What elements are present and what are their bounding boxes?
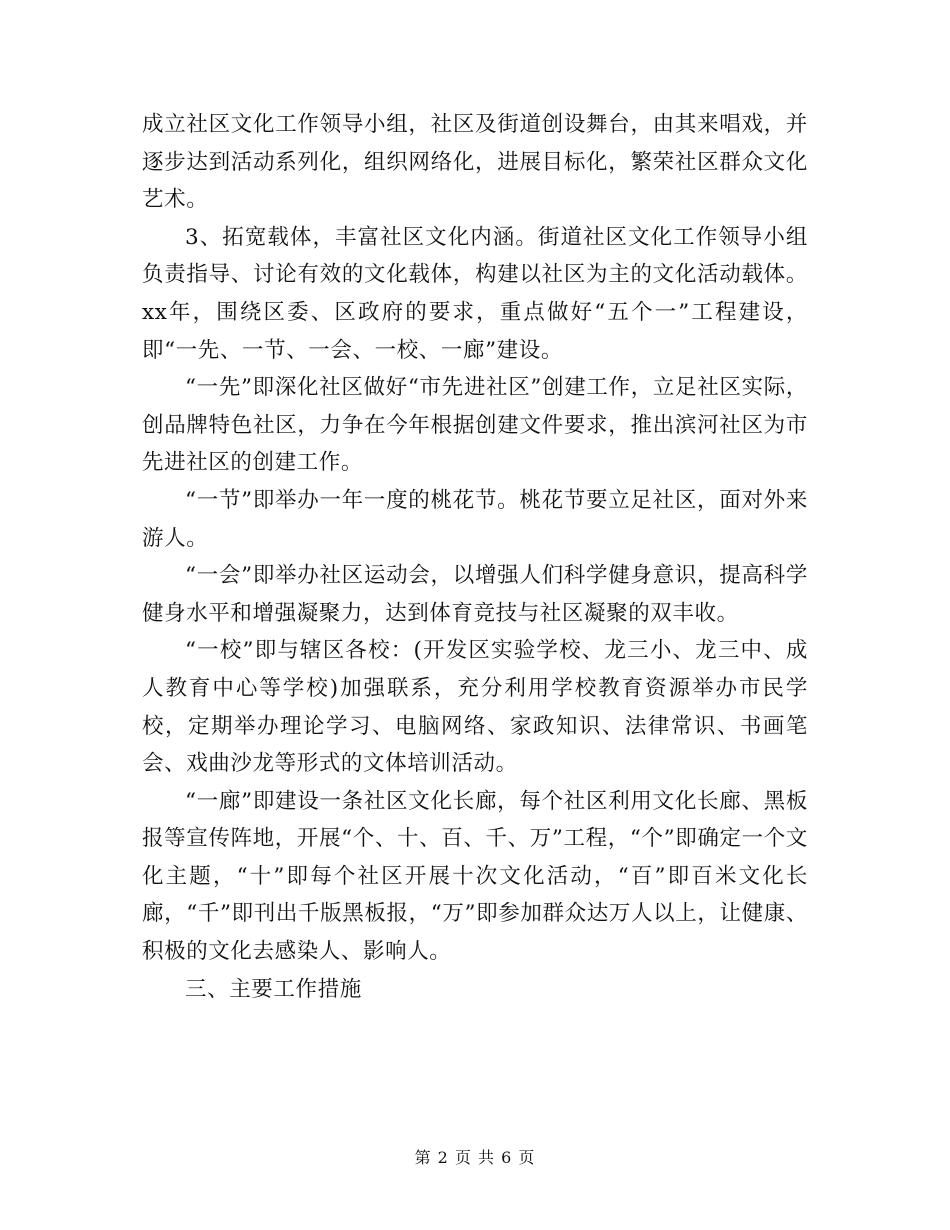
page-number-text: 第 2 页 共 6 页 [414,1148,536,1167]
paragraph-3: “一先”即深化社区做好“市先进社区”创建工作，立足社区实际，创品牌特色社区，力争在今年根据创建文件要求，推出滨河社区为市先进社区的创建工作。 [142,375,808,476]
paragraph-4: “一节”即举办一年一度的桃花节。桃花节要立足社区，面对外来游人。 [142,487,808,551]
paragraph-1: 成立社区文化工作领导小组，社区及街道创设舞台，由其来唱戏，并逐步达到活动系列化，组织网络化，进展目标化，繁荣社区群众文化艺术。 [142,112,808,213]
paragraph-7: “一廊”即建设一条社区文化长廊，每个社区利用文化长廊、黑板报等宣传阵地，开展“个、十、百、千、万”工程，“个”即确定一个文化主题，“十”即每个社区开展十次文化活动，“百”即百米文化长廊，“千”即刊出千版黑板报，“万”即参加群众达万人以上，让健康、积极的文化去感染人、影响人。 [142,788,808,965]
paragraph-5: “一会”即举办社区运动会，以增强人们科学健身意识，提高科学健身水平和增强凝聚力，达到体育竞技与社区凝聚的双丰收。 [142,563,808,626]
paragraph-2: 3、拓宽载体，丰富社区文化内涵。街道社区文化工作领导小组负责指导、讨论有效的文化载体，构建以社区为主的文化活动载体。xx年，围绕区委、区政府的要求，重点做好“五个一”工程建设，即“一先、一节、一会、一校、一廊”建设。 [142,224,808,363]
paragraph-6: “一校”即与辖区各校：(开发区实验学校、龙三小、龙三中、成人教育中心等学校)加强联系，充分利用学校教育资源举办市民学校，定期举办理论学习、电脑网络、家政知识、法律常识、书画笔会、戏曲沙龙等形式的文体培训活动。 [142,638,808,777]
document-body [142,106,808,1008]
page-footer [0,1146,950,1170]
section-heading: 三、主要工作措施 [185,976,362,1002]
